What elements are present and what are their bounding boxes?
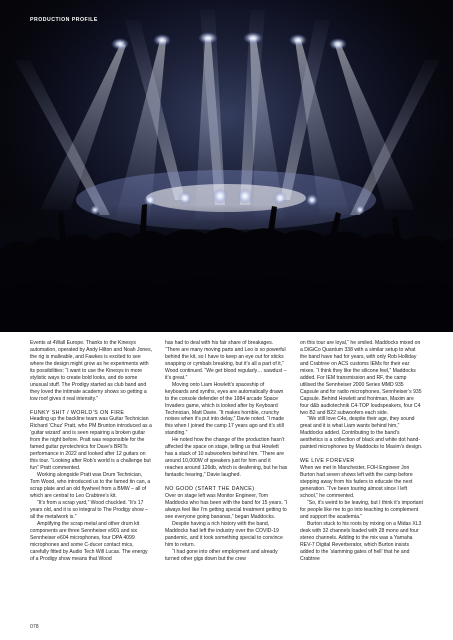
paragraph: Moving onto Liam Howlett’s spaceship of keyboards and synths, eyes are automatically drawn to the console defender of the 1984 arcade Space Invaders game, which is looked after by Keyboard Technician, Matt Davie. “It makes horrible, crunchy noises when it’s put into delay,” Davie noted. “I made this when I joined the camp 17 years ago and it’s still standing.” <box>165 381 285 437</box>
paragraph: Over on stage left was Monitor Engineer, Tom Maddocks who has been with the band for 15 years. “I always feel like I’m getting special treatment getting to see everyone going bananas,” began Maddocks. <box>165 492 288 520</box>
paragraph: Working alongside Pratt was Drum Technician, Tom Wood, who introduced us to the famed tin can, a scrap plate and an old flywheel from a BMW – all of which are central to Leo Crabtree’s kit. <box>30 472 151 499</box>
paragraph: “So, it’s weird to be leaving, but I think it’s important for people like me to go into teaching to complement and support the academia.” <box>300 499 423 520</box>
paragraph: He noted how the change of the production hasn’t affected the space on stage, telling us that Howlett has a stack of 10 subwoofers behind him. “There are around 10,000W of speakers just for him and it reaches around 126db, which is deafening, but he has fantastic hearing,” Davie laughed. <box>165 437 288 479</box>
column-3 <box>300 340 423 620</box>
article-body <box>30 340 423 620</box>
paragraph: Events at 4Wall Europe. Thanks to the Kinesys automation, operated by Andy Hilton and Noah Jones, the rig is malleable, and Fawkes is excited to see where the design might grow as he experiments with its possibilities: “I want to use the Kinesys in more stylistic ways to create bold looks, and do some unusual stuff. The Prodigy started as club band and they loved the intimate academy shows so getting a low roof gives it real intensity.” <box>30 340 153 402</box>
page-number: 078 <box>30 624 39 630</box>
paragraph: Amplifying the scrap metal and other drum kit components are three Sennheiser e901 and six Sennheiser e604 microphones, four DPA 4099 microphones and some C-ducer contact mics, carefully fitted by Audio Tech Will Lucas. The energy of a Prodigy show means that Wood <box>30 520 148 562</box>
paragraph: on this tour are loyal,” he smiled. Maddocks mixed on a DiGiCo Quantum 338 with a similar setup to what the band have had for years, with only Rob Holliday and Crabtree on ACS customs IEMs for their ear mixes. “I think they like the silicone feel,” Maddocks added. For IEM transmission and RF, the camp utilised the Sennheiser 2000 Series MMD 935 Capsule and for radio microphones, Sennheiser’s 935 Capsule. Behind Howlett and frontman, Maxim are four d&b audiotechnik C4-TOP loudspeakers, four C4 two B2 and B22 subwoofers each side. <box>300 340 422 416</box>
section-label: PRODUCTION PROFILE <box>30 17 98 23</box>
subheading: WE LIVE FOREVER <box>300 458 355 465</box>
column-1 <box>30 340 153 620</box>
paragraph: has had to deal with his fair share of breakages. “There are many moving parts and Leo is so powerful behind the kit, so I have to keep an eye out for sticks snapping or cymbals breaking, but it’s all a part of it,” Wood continued. “We get blood regularly… sawdust – it’s great.” <box>165 340 287 381</box>
subheading: FUNKY SHIT / WORLD’S ON FIRE <box>30 409 125 416</box>
paragraph: When we met in Manchester, FOH Engineer Jon Burton had seven shows left with the camp before stepping away from his faders to educate the next generation. “I’ve been touring almost since I left school,” he commented. <box>300 465 413 499</box>
paragraph: Heading up the backline team was Guitar Technician Richard ‘Chuz’ Pratt, who PM Brunton introduced as a ‘guitar wizard’ and is seen repairing a broken guitar from the night before. Pratt was responsible for the famed guitar pyrotechnics for Dave’s BRITs performance in 2022 and looked after 12 guitars on this tour. “Looking after Rob’s world is a challenge but fun” Pratt commented. <box>30 416 152 472</box>
paragraph: “We still love C4s, despite their age, they sound great and it is what Liam wants behind him,” Maddocks added. Contributing to the band’s aesthetics is a collection of black and white dot hand-painted microphones by Maddocks to Maxim’s design. <box>300 416 423 451</box>
paragraph: Burton stuck to his roots by mixing on a Midas XL3 desk with 32 channels loaded with 28 mono and four stereo channels. Adding to the mix was a Yamaha REV-7 Digital Reverberator, which Burton insists added to the ‘slamming gates of hell’ that he and Crabtree <box>300 520 422 562</box>
paragraph: “I had gone into other employment and already turned other gigs down but the crew <box>165 548 278 562</box>
paragraph: Despite having a rich history with the band, Maddocks had left the industry over the COVID-19 pandemic, and it took something special to convince him to return. <box>165 520 283 548</box>
column-2 <box>165 340 288 620</box>
subheading: NO GOOD (START THE DANCE) <box>165 486 255 492</box>
paragraph: “It’s from a scrap yard,” Wood chuckled. “It’s 17 years old, and it is so integral to The Prodigy show – all the metalwork is.” <box>30 499 148 520</box>
